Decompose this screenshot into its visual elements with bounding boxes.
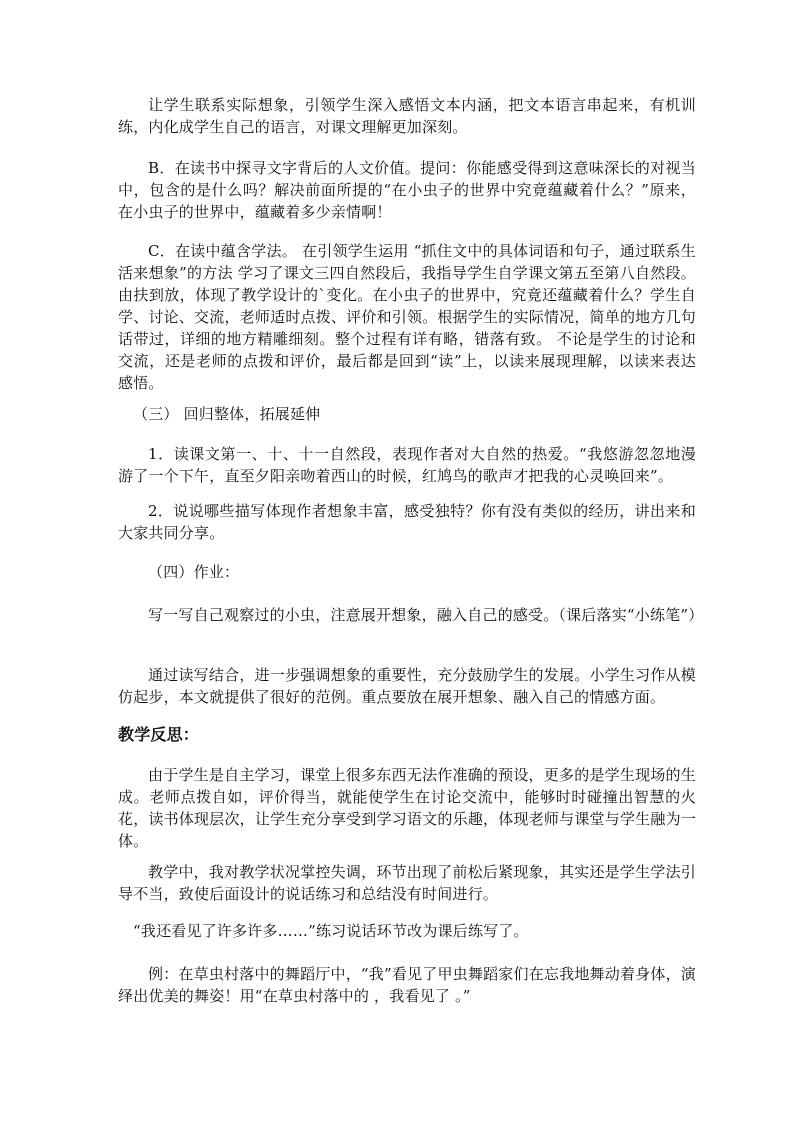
- paragraph-example: 例：在草虫村落中的舞蹈厅中，“我”看见了甲虫舞蹈家们在忘我地舞动着身体，演绎出优美的舞姿！用“在草虫村落中的 ，我看见了 。”: [118, 965, 696, 1005]
- paragraph-humanistic-value: B．在读书中探寻文字背后的人文价值。提问：你能感受得到这意味深长的对视当中，包含的是什么吗？解决前面所提的“在小虫子的世界中究竟蕴藏着什么？”原来，在小虫子的世界中，蕴藏着多少亲情啊！: [118, 159, 696, 221]
- section-heading-return-whole: （三） 回归整体，拓展延伸: [133, 405, 321, 423]
- paragraph-learning-method: C．在读中蕴含学法。 在引领学生运用 “抓住文中的具体词语和句子，通过联系生活来想象”的方法 学习了课文三四自然段后，我指导学生自学课文第五至第八自然段。由扶到放，体现了教学设计的`变化。在小虫子的世界中，究竟还蕴藏着什么？学生自学、讨论、交流，老师适时点拨、评价和引领。根据学生的实际情况，简单的地方几句话带过，详细的地方精雕细刻。整个过程有详有略，错落有致。 不论是学生的讨论和交流，还是老师的点拨和评价，最后都是回到“读”上，以读来展现理解，以读来表达感悟。: [118, 242, 696, 392]
- paragraph-discuss-imagination: 2．说说哪些描写体现作者想象丰富，感受独特？你有没有类似的经历，讲出来和大家共同分享。: [118, 502, 696, 542]
- paragraph-reading-writing: 通过读写结合，进一步强调想象的重要性，充分鼓励学生的发展。小学生习作从模仿起步，本文就提供了很好的范例。重点要放在展开想象、融入自己的情感方面。: [118, 666, 696, 706]
- paragraph-reflection-pacing: 教学中，我对教学状况掌控失调，环节出现了前松后紧现象，其实还是学生学法引导不当，致使后面设计的说话练习和总结没有时间进行。: [118, 863, 696, 903]
- paragraph-imagination-practice: 让学生联系实际想象，引领学生深入感悟文本内涵，把文本语言串起来，有机训练，内化成学生自己的语言，对课文理解更加深刻。: [118, 96, 696, 136]
- section-heading-reflection: 教学反思：: [118, 727, 200, 744]
- paragraph-homework: 写一写自己观察过的小虫，注意展开想象，融入自己的感受。（课后落实“小练笔”）: [148, 606, 704, 624]
- paragraph-read-first-sections: 1．读课文第一、十、十一自然段，表现作者对大自然的热爱。“我悠游忽忽地漫游了一个下午，直至夕阳亲吻着西山的时候，红鸠鸟的歌声才把我的心灵唤回来”。: [118, 445, 696, 485]
- paragraph-speaking-practice: “我还看见了许多许多……”练习说话环节改为课后练写了。: [133, 922, 529, 940]
- section-heading-homework: （四）作业：: [148, 563, 240, 581]
- paragraph-reflection-autonomy: 由于学生是自主学习，课堂上很多东西无法作准确的预设，更多的是学生现场的生成。老师点拨自如，评价得当，就能使学生在讨论交流中，能够时时碰撞出智慧的火花，读书体现层次，让学生充分享受到学习语文的乐趣，体现老师与课堂与学生融为一体。: [118, 766, 696, 850]
